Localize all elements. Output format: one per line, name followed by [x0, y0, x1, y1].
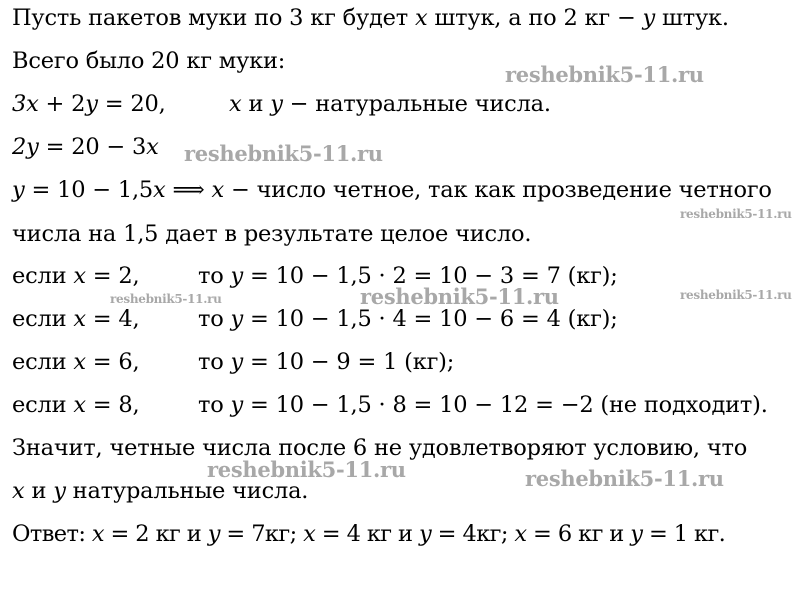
text: = 10 − 1,5 · 4 = 10 − 6 = 4 (кг);	[243, 306, 618, 332]
text: Пусть пакетов муки по 3 кг будет	[12, 5, 415, 31]
var-x: x	[153, 177, 166, 203]
text: то	[198, 263, 231, 289]
text: и	[24, 478, 54, 504]
watermark-text: reshebnik5-11.ru	[680, 207, 792, 221]
var-x: x	[514, 521, 527, 547]
var-x: x	[73, 392, 86, 418]
var-2y: 2y	[12, 134, 39, 160]
var-x: x	[91, 521, 104, 547]
text: − натуральные числа.	[282, 91, 551, 117]
text: то	[198, 349, 231, 375]
text: + 2	[38, 91, 86, 117]
text: Значит, четные числа после 6 не удовлетворяют условию, что	[12, 435, 748, 461]
text-line-1	[12, 3, 729, 33]
var-y: y	[630, 521, 643, 547]
var-x: x	[73, 263, 86, 289]
text: если	[12, 392, 74, 418]
text: = 20 − 3	[38, 134, 147, 160]
case-result	[198, 390, 768, 420]
var-x: x	[73, 306, 86, 332]
text: = 2,	[85, 263, 140, 289]
var-y: y	[419, 521, 432, 547]
var-3x: 3x	[12, 91, 39, 117]
case-line-x6	[12, 347, 455, 377]
text: натуральные числа.	[65, 478, 309, 504]
text: = 20,	[97, 91, 166, 117]
text-line-2	[12, 46, 285, 76]
var-y: y	[53, 478, 66, 504]
text: то	[198, 392, 231, 418]
text: штук, а по 2 кг −	[427, 5, 643, 31]
text: = 10 − 1,5 · 8 = 10 − 12 = −2 (не подходит).	[243, 392, 768, 418]
var-x: x	[414, 5, 428, 31]
case-line-x4	[12, 304, 618, 334]
var-y: y	[230, 306, 244, 332]
var-y: y	[230, 349, 244, 375]
watermark-text: reshebnik5-11.ru	[360, 284, 559, 309]
var-y: y	[642, 5, 656, 31]
case-line-x2	[12, 261, 618, 291]
text: = 10 − 1,5 · 2 = 10 − 3 = 7 (кг);	[243, 263, 618, 289]
watermark-text: reshebnik5-11.ru	[110, 292, 222, 306]
var-x: x	[12, 478, 25, 504]
var-x: x	[211, 177, 225, 203]
text: = 8,	[85, 392, 140, 418]
text: = 4 кг и	[315, 521, 419, 547]
case-result	[198, 347, 454, 377]
watermark-text: reshebnik5-11.ru	[184, 141, 383, 166]
equation-line-3	[12, 89, 551, 119]
watermark-text: reshebnik5-11.ru	[680, 288, 792, 302]
equation-line-4	[12, 132, 159, 162]
text: − число четное, так как прозведение четного	[224, 177, 772, 203]
condition	[229, 89, 551, 119]
var-y: y	[230, 392, 244, 418]
text: = 10 − 9 = 1 (кг);	[243, 349, 455, 375]
watermark-text: reshebnik5-11.ru	[505, 62, 704, 87]
text: числа на 1,5 дает в результате целое число.	[12, 221, 532, 247]
case-line-x8	[12, 390, 768, 420]
var-x: x	[229, 91, 242, 117]
text: Всего было 20 кг муки:	[12, 48, 286, 74]
text: = 4кг;	[431, 521, 515, 547]
watermark-text: reshebnik5-11.ru	[525, 466, 724, 491]
text: = 7кг;	[219, 521, 304, 547]
text: Ответ:	[12, 521, 92, 547]
text: штук.	[655, 5, 729, 31]
watermark-text: reshebnik5-11.ru	[207, 457, 406, 482]
var-y: y	[230, 263, 244, 289]
answer-line	[12, 519, 725, 549]
var-y: y	[207, 521, 220, 547]
text-line-6	[12, 219, 531, 249]
equation-line-5	[12, 175, 772, 205]
text: если	[12, 263, 74, 289]
var-x: x	[73, 349, 86, 375]
text: и	[241, 91, 271, 117]
implies-arrow: ⟹	[165, 177, 212, 203]
text: = 6 кг и	[526, 521, 631, 547]
var-y: y	[85, 91, 98, 117]
text: если	[12, 306, 74, 332]
var-y: y	[12, 177, 25, 203]
var-y: y	[270, 91, 283, 117]
text: = 2 кг и	[103, 521, 208, 547]
var-x: x	[146, 134, 159, 160]
text: если	[12, 349, 74, 375]
text: то	[198, 306, 231, 332]
text: = 6,	[85, 349, 140, 375]
text: = 10 − 1,5	[24, 177, 154, 203]
text: = 1 кг.	[642, 521, 726, 547]
text: = 4,	[85, 306, 140, 332]
var-x: x	[303, 521, 316, 547]
